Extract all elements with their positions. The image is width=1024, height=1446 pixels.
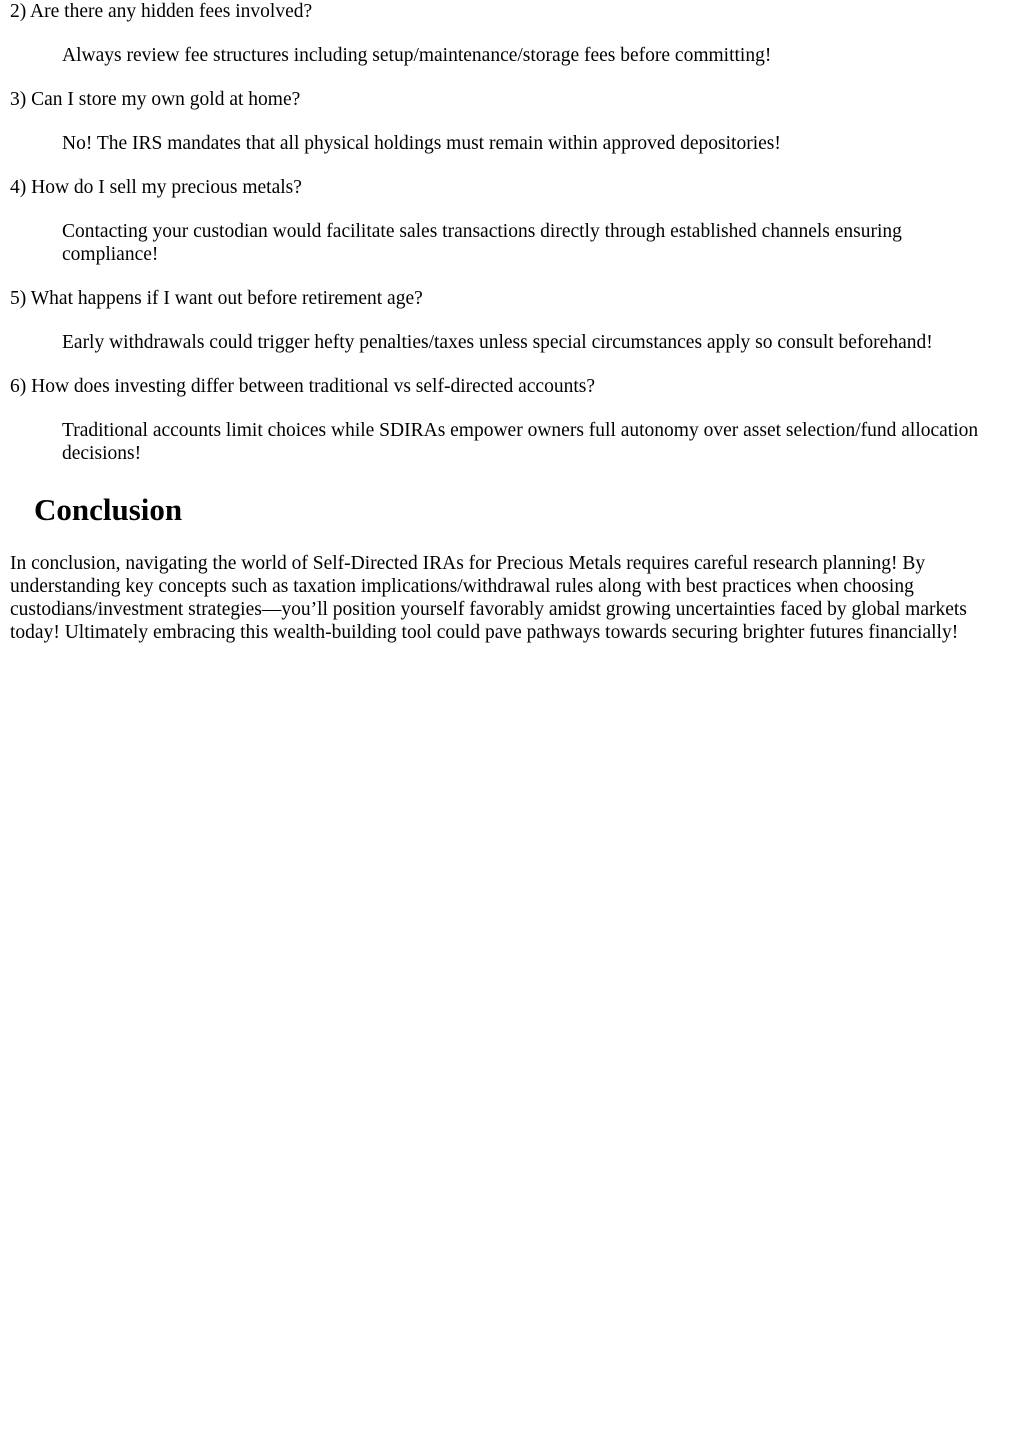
faq-item: [10, 287, 1014, 354]
faq-item: [10, 375, 1014, 465]
conclusion-heading: Conclusion: [34, 492, 183, 527]
faq-question: 2) Are there any hidden fees involved?: [10, 1, 313, 22]
faq-question: 6) How does investing differ between traditional vs self-directed accounts?: [10, 376, 595, 397]
faq-answer: No! The IRS mandates that all physical holdings must remain within approved depositories!: [62, 133, 781, 154]
faq-item: [10, 0, 1014, 67]
faq-question: 4) How do I sell my precious metals?: [10, 177, 302, 198]
faq-list: [10, 0, 1014, 465]
faq-question: 3) Can I store my own gold at home?: [10, 89, 301, 110]
conclusion-paragraph: In conclusion, navigating the world of Self-Directed IRAs for Precious Metals requires careful research planning! By understanding key concepts such as taxation implications/withdrawal rules along with best practices when choosing custodians/investment strategies—you’ll position yourself favorably amidst growing uncertainties faced by global markets today! Ultimately embracing this wealth-building tool could pave pathways towards securing brighter futures financially!: [10, 553, 967, 643]
faq-item: [10, 88, 1014, 155]
faq-answer: Traditional accounts limit choices while SDIRAs empower owners full autonomy over asset selection/fund allocation decisions!: [62, 420, 979, 464]
faq-answer: Early withdrawals could trigger hefty penalties/taxes unless special circumstances apply so consult beforehand!: [62, 332, 933, 353]
faq-answer: Contacting your custodian would facilitate sales transactions directly through established channels ensuring compliance!: [62, 221, 902, 265]
faq-answer: Always review fee structures including setup/maintenance/storage fees before committing!: [62, 45, 772, 66]
faq-item: [10, 176, 1014, 266]
faq-question: 5) What happens if I want out before retirement age?: [10, 288, 423, 309]
